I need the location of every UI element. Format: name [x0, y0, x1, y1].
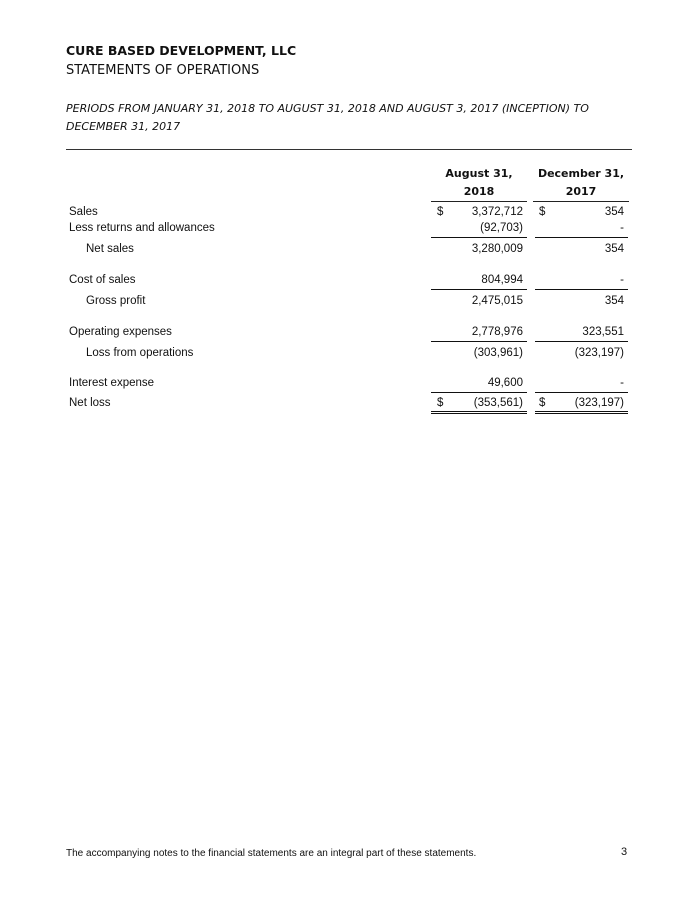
row-interest-expense	[0, 377, 695, 393]
cell-2017	[535, 295, 628, 310]
row-label: Cost of sales	[69, 274, 136, 286]
value: (353,561)	[473, 397, 523, 409]
page-number: 3	[621, 846, 628, 858]
dollar-sign: $	[437, 206, 444, 218]
column-header-line2: 2018	[431, 183, 527, 202]
value: -	[620, 377, 624, 389]
value: 354	[604, 295, 624, 307]
value: 2,475,015	[471, 295, 523, 307]
row-net-sales	[0, 243, 695, 259]
row-label: Interest expense	[69, 377, 155, 389]
value: (92,703)	[480, 222, 523, 234]
column-header-line2: 2017	[533, 183, 629, 202]
cell-2018	[431, 377, 527, 393]
row-loss-from-operations	[0, 347, 695, 363]
row-label: Less returns and allowances	[69, 222, 215, 234]
column-header-line1: December 31,	[537, 167, 625, 180]
cell-2018	[431, 326, 527, 342]
cell-2018	[431, 206, 527, 221]
column-header-line1: August 31,	[445, 167, 513, 180]
column-header-december-2017	[533, 165, 629, 202]
row-net-loss	[0, 397, 695, 413]
row-label: Loss from operations	[86, 347, 194, 359]
header-rule	[66, 149, 632, 150]
cell-2017	[535, 274, 628, 290]
cell-2018	[431, 274, 527, 290]
row-label: Operating expenses	[69, 326, 172, 338]
cell-2017	[535, 397, 628, 414]
value: 3,280,009	[471, 243, 523, 255]
footer-note: The accompanying notes to the financial statements are an integral part of these statements.	[66, 848, 477, 859]
row-label: Net sales	[86, 243, 134, 255]
dollar-sign: $	[539, 397, 546, 409]
cell-2018	[431, 397, 527, 414]
statement-title: STATEMENTS OF OPERATIONS	[66, 63, 260, 78]
cell-2017	[535, 347, 628, 362]
row-label: Net loss	[69, 397, 111, 409]
cell-2017	[535, 377, 628, 393]
value: 804,994	[481, 274, 523, 286]
cell-2017	[535, 222, 628, 238]
cell-2018	[431, 347, 527, 362]
row-operating-expenses	[0, 326, 695, 342]
cell-2018	[431, 222, 527, 238]
value: 354	[604, 206, 624, 218]
row-sales	[0, 206, 695, 222]
value: 2,778,976	[471, 326, 523, 338]
value: (323,197)	[574, 397, 624, 409]
value: -	[620, 274, 624, 286]
dollar-sign: $	[437, 397, 444, 409]
value: 3,372,712	[471, 206, 523, 218]
value: 49,600	[487, 377, 523, 389]
value: 354	[604, 243, 624, 255]
row-gross-profit	[0, 295, 695, 311]
cell-2017	[535, 243, 628, 258]
company-name: CURE BASED DEVELOPMENT, LLC	[66, 43, 297, 58]
row-returns-allowances	[0, 222, 695, 238]
row-label: Sales	[69, 206, 98, 218]
cell-2017	[535, 326, 628, 342]
value: (323,197)	[574, 347, 624, 359]
value: 323,551	[582, 326, 624, 338]
value: -	[620, 222, 624, 234]
periods-caption: PERIODS FROM JANUARY 31, 2018 TO AUGUST 31, 2018 AND AUGUST 3, 2017 (INCEPTION) TO DECEMBER 31, 2017	[66, 102, 589, 133]
cell-2018	[431, 243, 527, 258]
column-header-august-2018	[431, 165, 527, 202]
row-cost-of-sales	[0, 274, 695, 290]
cell-2017	[535, 206, 628, 221]
value: (303,961)	[473, 347, 523, 359]
dollar-sign: $	[539, 206, 546, 218]
row-label: Gross profit	[86, 295, 146, 307]
cell-2018	[431, 295, 527, 310]
